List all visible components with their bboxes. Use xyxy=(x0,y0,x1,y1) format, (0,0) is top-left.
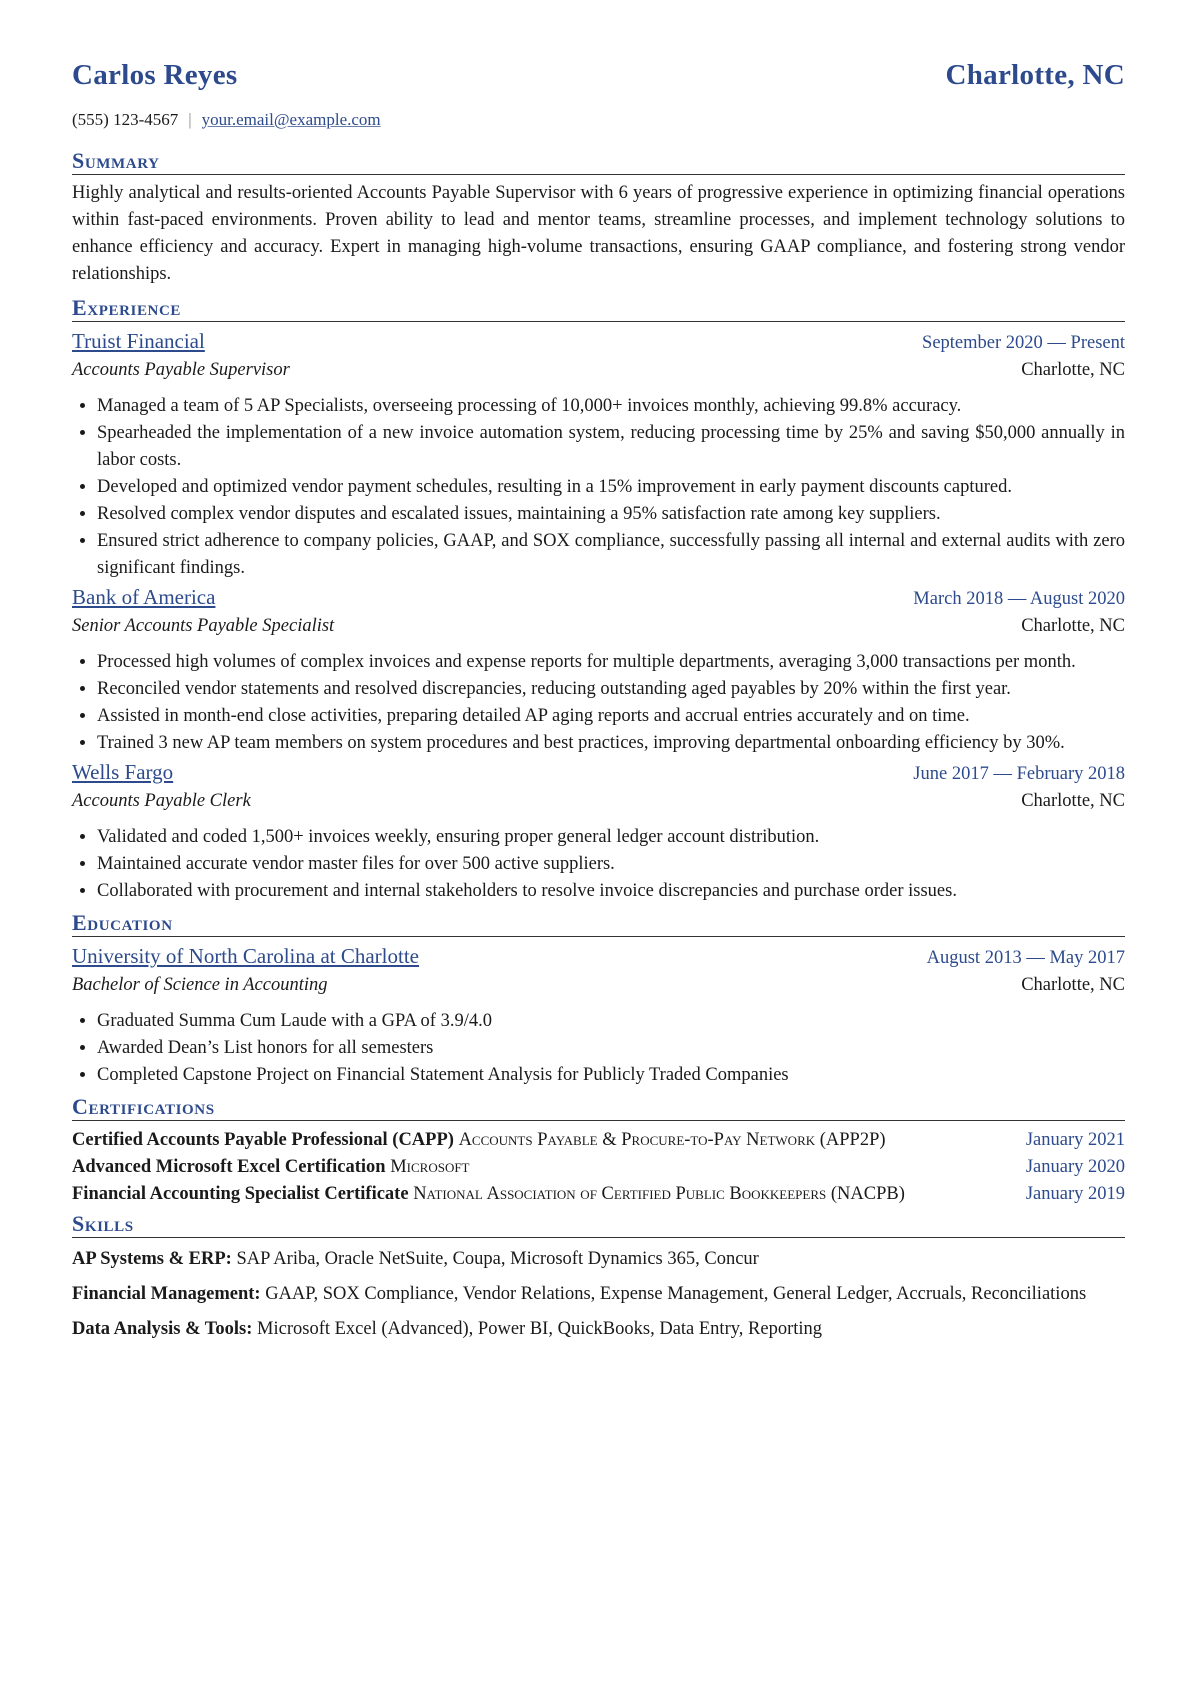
cert-name: Advanced Microsoft Excel Certification xyxy=(72,1157,386,1177)
bullet-item: • Spearheaded the implementation of a new invoice automation system, reducing processing time by 25% and saving $50,000 annually in labor costs. xyxy=(97,420,1125,474)
phone: (555) 123-4567 xyxy=(72,110,179,129)
skill-label: AP Systems & ERP: xyxy=(72,1249,232,1269)
education-dates: August 2013 — May 2017 xyxy=(926,948,1125,968)
education-bullets xyxy=(72,1008,1125,1089)
bullet-item: • Ensured strict adherence to company policies, GAAP, and SOX compliance, successfully passing all internal and external audits with zero significant findings. xyxy=(97,528,1125,582)
header-location: Charlotte, NC xyxy=(945,59,1125,91)
certification-item xyxy=(72,1181,1125,1208)
skill-value: SAP Ariba, Oracle NetSuite, Coupa, Microsoft Dynamics 365, Concur xyxy=(236,1249,759,1269)
job-entry xyxy=(72,757,1125,905)
skill-label: Financial Management: xyxy=(72,1284,261,1304)
skill-value: GAAP, SOX Compliance, Vendor Relations, Expense Management, General Ledger, Accruals, Reconciliations xyxy=(265,1284,1087,1304)
bullet-item: • Processed high volumes of complex invoices and expense reports for multiple departments, averaging 3,000 transactions per month. xyxy=(97,649,1125,676)
bullet-item: • Graduated Summa Cum Laude with a GPA of 3.9/4.0 xyxy=(97,1008,1125,1035)
bullet-item: • Resolved complex vendor disputes and escalated issues, maintaining a 95% satisfaction rate among key suppliers. xyxy=(97,501,1125,528)
job-bullets xyxy=(72,824,1125,905)
cert-date: January 2019 xyxy=(1025,1184,1125,1204)
skill-value: Microsoft Excel (Advanced), Power BI, QuickBooks, Data Entry, Reporting xyxy=(257,1319,823,1339)
job-role: Accounts Payable Supervisor xyxy=(72,360,290,380)
job-bullets xyxy=(72,393,1125,582)
bullet-item: • Reconciled vendor statements and resolved discrepancies, reducing outstanding aged payables by 20% within the first year. xyxy=(97,676,1125,703)
job-location: Charlotte, NC xyxy=(1021,360,1125,380)
certifications-list xyxy=(72,1127,1125,1208)
bullet-item: • Awarded Dean’s List honors for all semesters xyxy=(97,1035,1125,1062)
cert-org: Microsoft xyxy=(390,1157,470,1177)
education-entry xyxy=(72,941,1125,1089)
skill-label: Data Analysis & Tools: xyxy=(72,1319,253,1339)
cert-name: Financial Accounting Specialist Certificate xyxy=(72,1184,409,1204)
resume-page xyxy=(72,59,1125,1343)
section-title-certifications: Certifications xyxy=(72,1095,1125,1121)
bullet-item: • Trained 3 new AP team members on system procedures and best practices, improving departmental onboarding efficiency by 30%. xyxy=(97,730,1125,757)
job-dates: September 2020 — Present xyxy=(922,333,1125,353)
skill-row xyxy=(72,1316,1125,1343)
bullet-item: • Developed and optimized vendor payment schedules, resulting in a 15% improvement in early payment discounts captured. xyxy=(97,474,1125,501)
cert-org: Accounts Payable & Procure-to-Pay Network (APP2P) xyxy=(458,1130,886,1150)
header xyxy=(72,59,1125,104)
certification-item xyxy=(72,1127,1125,1154)
company-link[interactable]: Truist Financial xyxy=(72,329,205,353)
skill-row xyxy=(72,1281,1125,1308)
school-link[interactable]: University of North Carolina at Charlotte xyxy=(72,944,420,968)
candidate-name: Carlos Reyes xyxy=(72,59,238,91)
job-location: Charlotte, NC xyxy=(1021,791,1125,811)
job-bullets xyxy=(72,649,1125,757)
education-location: Charlotte, NC xyxy=(1021,975,1125,995)
job-entry xyxy=(72,326,1125,582)
cert-date: January 2020 xyxy=(1025,1157,1125,1177)
bullet-item: • Assisted in month-end close activities, preparing detailed AP aging reports and accrual entries accurately and on time. xyxy=(97,703,1125,730)
cert-name: Certified Accounts Payable Professional (CAPP) xyxy=(72,1130,454,1150)
job-entry xyxy=(72,582,1125,757)
section-title-summary: Summary xyxy=(72,149,1125,175)
contact-separator: | xyxy=(188,110,192,129)
company-link[interactable]: Bank of America xyxy=(72,585,216,609)
job-dates: June 2017 — February 2018 xyxy=(913,764,1125,784)
bullet-item: • Validated and coded 1,500+ invoices weekly, ensuring proper general ledger account distribution. xyxy=(97,824,1125,851)
degree: Bachelor of Science in Accounting xyxy=(72,975,328,995)
job-role: Senior Accounts Payable Specialist xyxy=(72,616,335,636)
summary-text: Highly analytical and results-oriented Accounts Payable Supervisor with 6 years of progressive experience in optimizing financial operations within fast-paced environments. Proven ability to lead and mentor teams, streamline processes, and implement technology solutions to enhance efficiency and accuracy. Expert in managing high-volume transactions, ensuring GAAP compliance, and fostering strong vendor relationships. xyxy=(72,183,1125,284)
bullet-item: • Maintained accurate vendor master files for over 500 active suppliers. xyxy=(97,851,1125,878)
bullet-item: • Collaborated with procurement and internal stakeholders to resolve invoice discrepancies and purchase order issues. xyxy=(97,878,1125,905)
certification-item xyxy=(72,1154,1125,1181)
job-location: Charlotte, NC xyxy=(1021,616,1125,636)
skill-row xyxy=(72,1246,1125,1273)
cert-org: National Association of Certified Public Bookkeepers (NACPB) xyxy=(413,1184,905,1204)
job-dates: March 2018 — August 2020 xyxy=(913,589,1125,609)
email-link[interactable]: your.email@example.com xyxy=(201,110,381,129)
contact-line xyxy=(72,106,1125,133)
bullet-item: • Managed a team of 5 AP Specialists, overseeing processing of 10,000+ invoices monthly, achieving 99.8% accuracy. xyxy=(97,393,1125,420)
company-link[interactable]: Wells Fargo xyxy=(72,760,174,784)
section-title-skills: Skills xyxy=(72,1212,1125,1238)
job-role: Accounts Payable Clerk xyxy=(72,791,251,811)
bullet-item: • Completed Capstone Project on Financial Statement Analysis for Publicly Traded Companies xyxy=(97,1062,1125,1089)
section-title-education: Education xyxy=(72,911,1125,937)
cert-date: January 2021 xyxy=(1025,1130,1125,1150)
section-title-experience: Experience xyxy=(72,296,1125,322)
